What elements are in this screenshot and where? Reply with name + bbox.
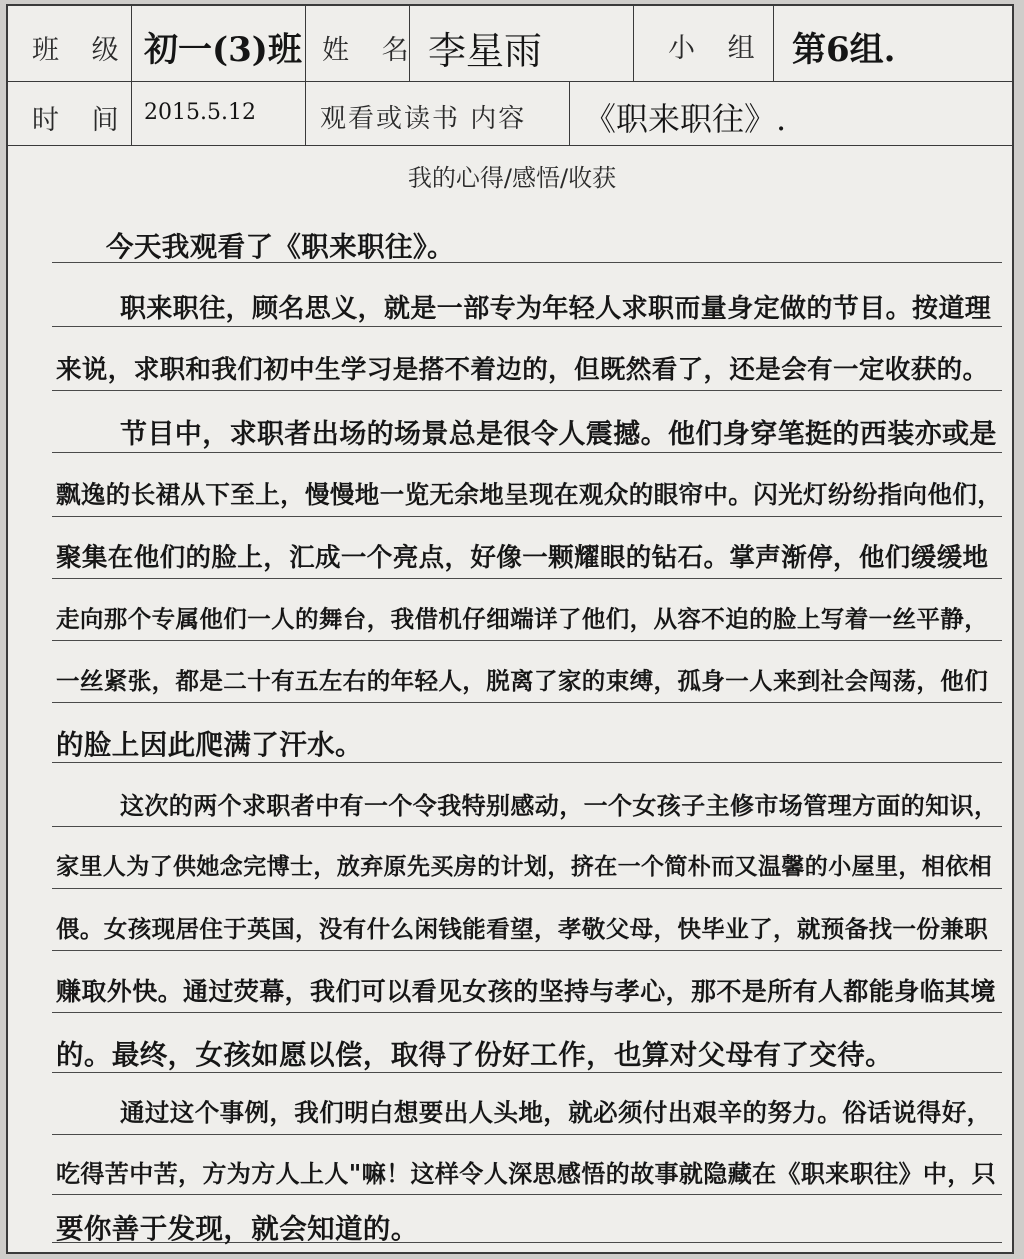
text-line: 赚取外快。通过荧幕，我们可以看见女孩的坚持与孝心，那不是所有人都能身临其境 (56, 977, 996, 1006)
name-value-cell (410, 6, 634, 82)
text-line: 一丝紧张，都是二十有五左右的年轻人，脱离了家的束缚，孤身一人来到社会闯荡，他们 (56, 667, 989, 695)
text-line: 吃得苦中苦，方为方人上人"嘛！这样令人深思感悟的故事就隐藏在《职来职往》中，只 (56, 1159, 997, 1188)
time-value: 2015.5.12 (144, 100, 256, 125)
text-line: 偎。女孩现居住于英国，没有什么闲钱能看望，孝敬父母，快毕业了，就预备找一份兼职 (56, 915, 989, 943)
text-line: 节目中，求职者出场的场景总是很令人震撼。他们身穿笔挺的西装亦或是 (120, 419, 997, 450)
content-label: 观看或读书 内容 (320, 104, 527, 134)
class-value-cell (132, 6, 306, 82)
ruled-line (52, 950, 1002, 951)
time-label-cell (8, 82, 132, 146)
time-label: 时 间 (32, 105, 131, 136)
group-label: 小 组 (668, 33, 767, 64)
text-line: 的。最终，女孩如愿以偿，取得了份好工作，也算对父母有了交待。 (56, 1039, 893, 1071)
text-line: 走向那个专属他们一人的舞台，我借机仔细端详了他们，从容不迫的脸上写着一丝平静， (56, 605, 989, 633)
text-line: 要你善于发现，就会知道的。 (56, 1213, 419, 1245)
ruled-line (52, 826, 1002, 827)
ruled-line (52, 452, 1002, 453)
text-line: 飘逸的长裙从下至上，慢慢地一览无余地呈现在观众的眼帘中。闪光灯纷纷指向他们， (56, 480, 1003, 509)
ruled-line (52, 390, 1002, 391)
name-label: 姓 名 (322, 35, 421, 66)
text-line: 来说，求职和我们初中生学习是搭不着边的，但既然看了，还是会有一定收获的。 (56, 355, 989, 385)
content-value: 《职来职往》. (584, 100, 787, 138)
name-label-cell (306, 6, 421, 82)
text-line: 这次的两个求职者中有一个令我特别感动，一个女孩子主修市场管理方面的知识， (120, 791, 999, 820)
ruled-line (52, 640, 1002, 641)
content-value-cell (570, 82, 1014, 146)
ruled-line (52, 1194, 1002, 1195)
class-label: 班 级 (32, 35, 131, 66)
class-label-cell (8, 6, 132, 82)
text-line: 职来职往，顾名思义，就是一部专为年轻人求职而量身定做的节目。按道理 (120, 294, 992, 324)
ruled-line (52, 516, 1002, 517)
ruled-line (52, 326, 1002, 327)
section-title: 我的心得/感悟/收获 (407, 164, 617, 192)
ruled-line (52, 1134, 1002, 1135)
content-label-cell (306, 82, 570, 146)
text-line: 家里人为了供她念完博士，放弃原先买房的计划，挤在一个简朴而又温馨的小屋里，相依相 (56, 853, 992, 880)
group-label-cell (634, 6, 774, 82)
class-value: 初一(3)班 (144, 30, 302, 70)
ruled-line (52, 578, 1002, 579)
name-value: 李星雨 (428, 29, 543, 73)
text-line: 的脸上因此爬满了汗水。 (56, 729, 363, 761)
time-value-cell (132, 82, 306, 146)
text-line: 聚集在他们的脸上，汇成一个亮点，好像一颗耀眼的钻石。掌声渐停，他们缓缓地 (56, 543, 989, 573)
ruled-line (52, 762, 1002, 763)
reflection-sheet (6, 4, 1014, 1254)
text-line: 通过这个事例，我们明白想要出人头地，就必须付出艰辛的努力。俗话说得好， (120, 1098, 992, 1127)
group-value-cell (774, 6, 1014, 82)
ruled-line (52, 888, 1002, 889)
text-line: 今天我观看了《职来职往》。 (106, 231, 455, 263)
ruled-line (52, 1072, 1002, 1073)
ruled-line (52, 702, 1002, 703)
ruled-line (52, 1012, 1002, 1013)
group-value: 第6组. (792, 30, 896, 70)
